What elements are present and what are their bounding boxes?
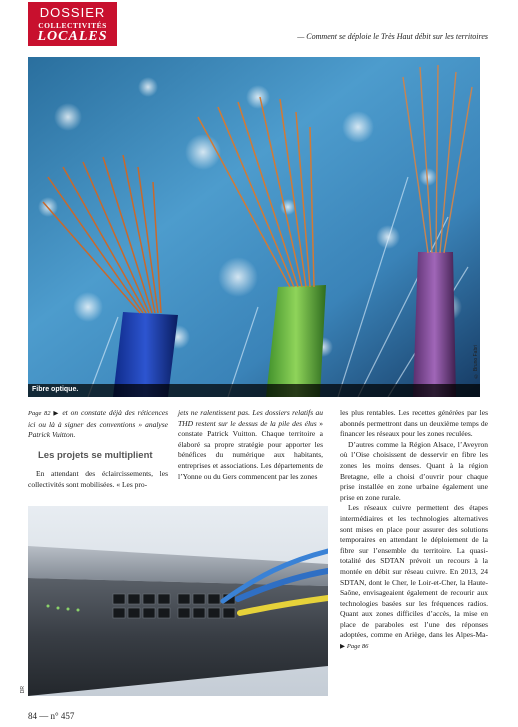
hero-photo xyxy=(28,57,480,397)
section-subheading: Les projets se multiplient xyxy=(38,449,153,461)
photo-credit: © Bruno Fabri xyxy=(473,345,479,379)
article-column-2 xyxy=(178,408,323,482)
paragraph: » constate Patrick Vuitton. Chaque territoire a élaboré sa propre stratégie pour apporter les bénéfices du numérique aux habitants, entreprises et associations. Les départements de l’Yonne ou du Gers commencent par les zones xyxy=(178,418,323,481)
paragraph: et on constate déjà des réticences ici ou là à signer des conventions » analyse Patrick Vuitton. xyxy=(28,408,169,440)
triangle-right-icon: ▶ xyxy=(340,643,345,651)
page-reference-from[interactable]: Page 82 xyxy=(28,410,51,417)
network-switch-illustration xyxy=(28,506,328,696)
photo-credit: DR xyxy=(20,686,26,694)
paragraph: En attendant des éclaircissements, les collectivités sont mobilisées. « Les pro- xyxy=(28,469,168,489)
section-logo xyxy=(28,2,117,46)
paragraph: D’autres comme la Région Alsace, l’Aveyron où l’Oise choisissent de desservir en fibre les zones les moins denses. Quant à la région Bretagne, elle a choisi d’ouvrir pour chaque prise installée en zone urbaine également une prise en zone rurale. xyxy=(340,439,488,502)
paragraph: les plus rentables. Les recettes générées par les abonnés permettront dans un deuxième temps de financer les réseaux pour les zones reculées. xyxy=(340,408,488,439)
fiber-cable-illustration xyxy=(28,57,480,397)
paragraph-quote: jets ne ralentissent pas. Les dossiers relatifs au THD restent sur le dessus de la pile des élus xyxy=(178,408,323,428)
magazine-logo-line1: COLLECTIVITÉS xyxy=(38,21,107,30)
article-column-3 xyxy=(340,408,488,653)
article-column-1 xyxy=(28,408,168,491)
page-folio: 84 — n° 457 xyxy=(28,711,75,721)
section-label: DOSSIER xyxy=(39,5,106,20)
running-head: — Comment se déploie le Très Haut débit sur les territoires xyxy=(297,32,488,41)
paragraph: Les réseaux cuivre permettent des étapes intermédiaires et les technologies alternatives sont mises en place pour assurer des solutions temporaires en attendant le déploiement de la fibre sur l’ensemble du territoire. La quasi-totalité des SDTAN prévoit un recours à la montée en débit sur réseau cuivre. En 2013, 24 SDTAN, dont le Cher, le Loir-et-Cher, la Haute-Saône, envisageaient également de recourir aux technologies basées sur les fréquences radios. Quant aux zones difficiles d’accès, la mise en place de paraboles est l’une des réponses adoptées, comme en Ariège, dans les Alpes-Ma- xyxy=(340,503,488,640)
network-switch-photo xyxy=(28,506,328,696)
magazine-logo-line2: LOCALES xyxy=(37,29,108,44)
photo-caption: Fibre optique. xyxy=(28,384,480,397)
page-reference-to[interactable]: Page 86 xyxy=(346,643,369,651)
triangle-right-icon: ▶ xyxy=(53,410,60,417)
